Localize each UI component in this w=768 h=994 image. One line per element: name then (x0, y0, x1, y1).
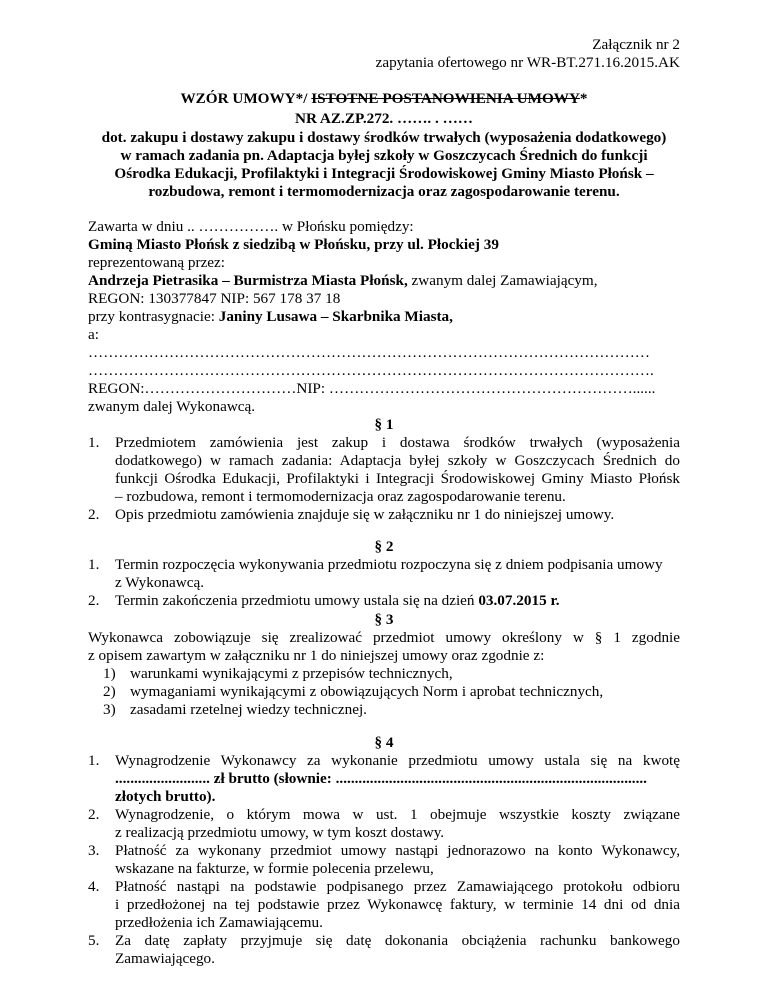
title-line-4: w ramach zadania pn. Adaptacja byłej szkoły w Goszczycach Średnich do funkcji (120, 147, 648, 164)
municipality-line: Gminą Miasto Płońsk z siedzibą w Płońsku, przy ul. Płockiej 39 (88, 236, 499, 253)
s4-p3-number: 3. (88, 842, 100, 859)
regon-nip-line: REGON: 130377847 NIP: 567 178 37 18 (88, 290, 341, 307)
s1-p2-number: 2. (88, 506, 100, 523)
dotted-line-2: …………………………………………………………………………………………………. (88, 362, 654, 379)
section-4-heading: § 4 (374, 734, 394, 751)
mayor-line (88, 272, 598, 290)
countersign-name: Janiny Lusawa – Skarbnika Miasta, (218, 308, 453, 325)
section-1-heading: § 1 (374, 416, 394, 433)
concluded-line: Zawarta w dniu .. ……………. w Płońsku pomiędzy: (88, 218, 414, 235)
s1-p1-line-1: Przedmiotem zamówienia jest zakup i dostawa środków trwałych (wyposażenia (115, 434, 680, 451)
s3-line-2: z opisem zawartym w załączniku nr 1 do niniejszej umowy oraz zgodnie z: (88, 647, 545, 664)
section-3-heading: § 3 (374, 611, 394, 628)
s4-p5-number: 5. (88, 932, 100, 949)
s2-p1-number: 1. (88, 556, 100, 573)
s4-p1-number: 1. (88, 752, 100, 769)
s4-p3-line-2: wskazane na fakturze, w formie polecenia przelewu, (115, 860, 434, 877)
title-line-5: Ośrodka Edukacji, Profilaktyki i Integracji Środowiskowej Gminy Miasto Płońsk – (114, 165, 654, 182)
s3-item-3: zasadami rzetelnej wiedzy technicznej. (130, 701, 367, 718)
contractor-line: zwanym dalej Wykonawcą. (88, 398, 256, 415)
s4-p4-line-1: Płatność nastąpi na podstawie podpisanego przez Zamawiającego protokołu odbioru (115, 878, 680, 895)
s1-p1-line-2: dodatkowego) w ramach zadania: Adaptacja byłej szkoły w Goszczycach Średnich do (115, 452, 680, 469)
s4-p5-line-2: Zamawiającego. (115, 950, 215, 967)
s4-p1-line-2: ......................... zł brutto (słownie: .................................................................................. (115, 770, 647, 787)
s3-item-1-number: 1) (103, 665, 116, 682)
dotted-line-1: ………………………………………………………………………………………………… (88, 344, 650, 361)
title-line-3: dot. zakupu i dostawy zakupu i dostawy środków trwałych (wyposażenia dodatkowego) (101, 129, 667, 146)
s1-p2-line-1: Opis przedmiotu zamówienia znajduje się w załączniku nr 1 do niniejszej umowy. (115, 506, 615, 523)
s4-p4-number: 4. (88, 878, 100, 895)
s4-p1-line-1: Wynagrodzenie Wykonawcy za wykonanie przedmiotu umowy ustala się na kwotę (115, 752, 680, 769)
s4-p1-line-3: złotych brutto). (115, 788, 216, 805)
s2-p2-number: 2. (88, 592, 100, 609)
s4-p3-line-1: Płatność za wykonany przedmiot umowy nastąpi jednorazowo na konto Wykonawcy, (115, 842, 680, 859)
inquiry-reference: zapytania ofertowego nr WR-BT.271.16.2015.AK (375, 54, 680, 71)
s2-p2-line-1 (115, 592, 560, 610)
s1-p1-line-4: – rozbudowa, remont i termomodernizacja oraz zagospodarowanie terenu. (115, 488, 566, 505)
title-suffix: * (579, 90, 588, 107)
attachment-label: Załącznik nr 2 (592, 36, 680, 53)
mayor-name: Andrzeja Pietrasika – Burmistrza Miasta Płońsk, (88, 272, 408, 289)
contractor-regon-line: REGON:…………………………NIP: ……………………………………………………...... (88, 380, 656, 397)
s4-p4-line-2: i przedłożonej na tej podstawie przez Wykonawcę faktury, w terminie 14 dni od dnia (115, 896, 680, 913)
countersign-label: przy kontrasygnacie: (88, 308, 219, 325)
s4-p2-line-1: Wynagrodzenie, o którym mowa w ust. 1 obejmuje wszystkie koszty związane (115, 806, 680, 823)
and-line: a: (88, 326, 99, 343)
countersign-line (88, 308, 453, 326)
title-struck: ISTOTNE POSTANOWIENIA UMOWY (311, 90, 580, 107)
s3-item-3-number: 3) (103, 701, 116, 718)
s4-p5-line-1: Za datę zapłaty przyjmuje się datę dokonania obciążenia rachunku bankowego (115, 932, 680, 949)
s1-p1-number: 1. (88, 434, 100, 451)
section-2-heading: § 2 (374, 538, 394, 555)
title-line-6: rozbudowa, remont i termomodernizacja oraz zagospodarowanie terenu. (148, 183, 620, 200)
represented-line: reprezentowaną przez: (88, 254, 226, 271)
s2-p2-text: Termin zakończenia przedmiotu umowy ustala się na dzień (115, 592, 479, 609)
s4-p2-line-2: z realizacją przedmiotu umowy, w tym koszt dostawy. (115, 824, 445, 841)
s4-p4-line-3: przedłożenia ich Zamawiającemu. (115, 914, 323, 931)
s3-line-1: Wykonawca zobowiązuje się zrealizować przedmiot umowy określony w § 1 zgodnie (88, 629, 680, 646)
s3-item-1: warunkami wynikającymi z przepisów technicznych, (130, 665, 453, 682)
s4-p2-number: 2. (88, 806, 100, 823)
mayor-role: zwanym dalej Zamawiającym, (407, 272, 598, 289)
s3-item-2-number: 2) (103, 683, 116, 700)
contract-number: NR AZ.ZP.272. ……. . …… (295, 110, 473, 127)
s2-p1-line-2: z Wykonawcą. (115, 574, 205, 591)
s1-p1-line-3: funkcji Ośrodka Edukacji, Profilaktyki i Integracji Środowiskowej Gminy Miasto Płońsk (115, 470, 680, 487)
s3-item-2: wymaganiami wynikającymi z obowiązujących Norm i aprobat technicznych, (130, 683, 604, 700)
document-title (0, 90, 768, 108)
title-prefix: WZÓR UMOWY*/ (180, 90, 312, 107)
end-date: 03.07.2015 r. (478, 592, 560, 609)
s2-p1-line-1: Termin rozpoczęcia wykonywania przedmiotu rozpoczyna się z dniem podpisania umowy (115, 556, 663, 573)
